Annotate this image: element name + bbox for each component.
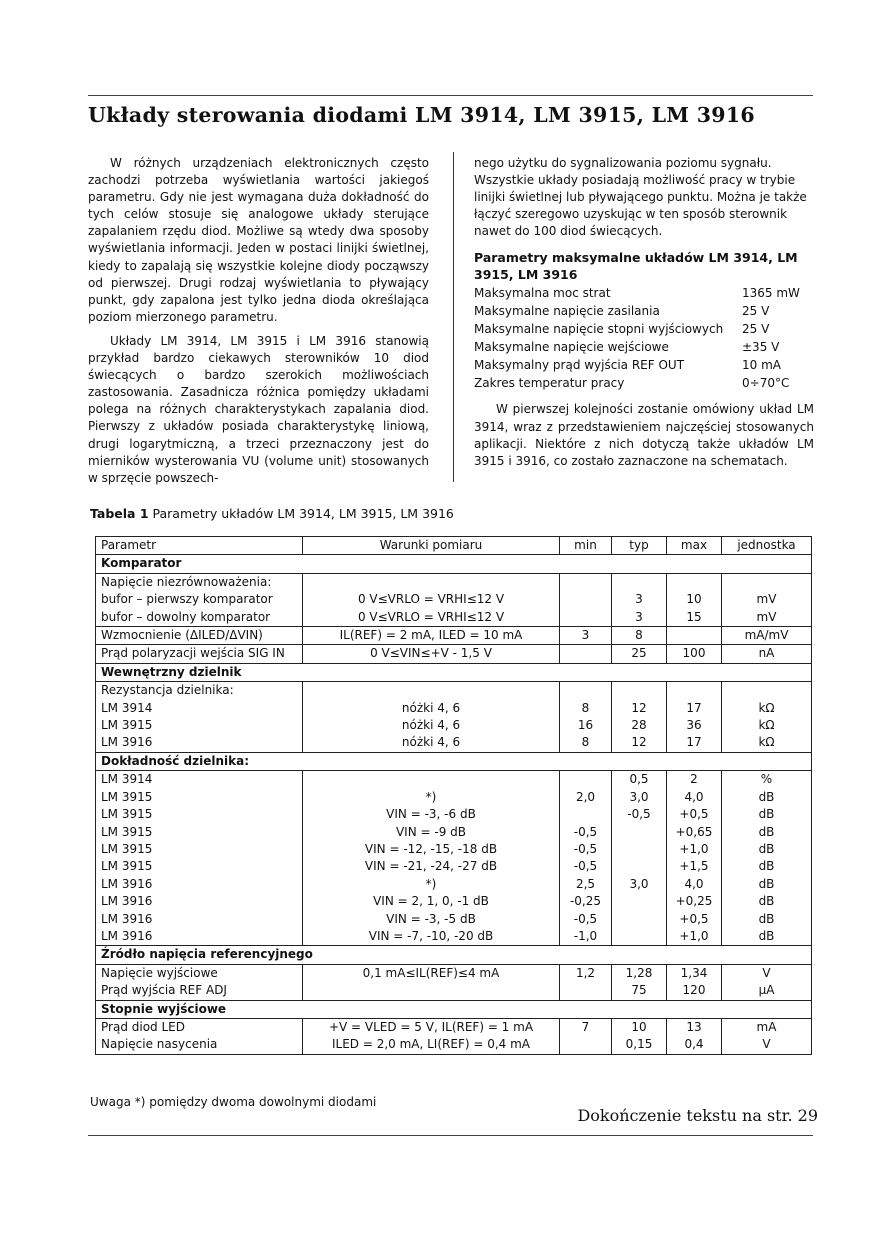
cell-cond: *): [303, 876, 560, 893]
table-row: [96, 928, 812, 946]
cell-typ: [612, 841, 667, 858]
cell-cond: +V = VLED = 5 V, IL(REF) = 1 mA: [303, 1018, 560, 1036]
max-params-list: [474, 284, 814, 392]
table-caption-number: Tabela 1: [90, 506, 149, 521]
cell-min: 7: [560, 1018, 612, 1036]
header-min: min: [560, 537, 612, 555]
section-row: [96, 1000, 812, 1018]
cell-unit: dB: [722, 806, 812, 823]
cell-param: bufor – dowolny komparator: [96, 609, 303, 627]
right-column: [474, 155, 814, 470]
max-param-label: Maksymalne napięcie zasilania: [474, 304, 660, 319]
cell-min: -0,5: [560, 911, 612, 928]
table-row: [96, 717, 812, 734]
section-title: Dokładność dzielnika:: [96, 752, 812, 770]
table-row: [96, 806, 812, 823]
cell-cond: *): [303, 789, 560, 806]
cell-min: -0,5: [560, 824, 612, 841]
cell-cond: 0 V≤VRLO = VRHI≤12 V: [303, 591, 560, 608]
cell-typ: 0,15: [612, 1036, 667, 1054]
cell-min: -0,5: [560, 858, 612, 875]
section-title: Stopnie wyjściowe: [96, 1000, 812, 1018]
table-row: [96, 964, 812, 982]
section-row: [96, 555, 812, 573]
cell-cond: VIN = 2, 1, 0, -1 dB: [303, 893, 560, 910]
cell-cond: IL(REF) = 2 mA, ILED = 10 mA: [303, 627, 560, 645]
cell-max: [667, 627, 722, 645]
cell-typ: [612, 682, 667, 700]
cell-unit: dB: [722, 876, 812, 893]
cell-max: 4,0: [667, 876, 722, 893]
cell-param: LM 3914: [96, 700, 303, 717]
cell-min: 2,5: [560, 876, 612, 893]
cell-min: [560, 645, 612, 663]
header-max: max: [667, 537, 722, 555]
cell-typ: -0,5: [612, 806, 667, 823]
cell-min: 1,2: [560, 964, 612, 982]
table-row: [96, 911, 812, 928]
max-param-row: [474, 356, 814, 374]
cell-unit: [722, 573, 812, 591]
cell-min: -1,0: [560, 928, 612, 946]
cell-unit: mA: [722, 1018, 812, 1036]
cell-typ: 8: [612, 627, 667, 645]
cell-max: 1,34: [667, 964, 722, 982]
cell-unit: dB: [722, 824, 812, 841]
table-row: [96, 682, 812, 700]
section-title: Wewnętrzny dzielnik: [96, 663, 812, 681]
table-row: [96, 841, 812, 858]
cell-min: [560, 682, 612, 700]
table-row: [96, 876, 812, 893]
max-param-row: [474, 284, 814, 302]
max-param-label: Maksymalna moc strat: [474, 286, 611, 301]
table-row: [96, 734, 812, 752]
cell-typ: 3: [612, 591, 667, 608]
header-typ: typ: [612, 537, 667, 555]
cell-cond: 0,1 mA≤IL(REF)≤4 mA: [303, 964, 560, 982]
max-params-heading: Parametry maksymalne układów LM 3914, LM 3915, LM 3916: [474, 250, 798, 283]
cell-cond: 0 V≤VIN≤+V - 1,5 V: [303, 645, 560, 663]
max-param-value: 25 V: [742, 322, 770, 337]
cell-param: LM 3915: [96, 717, 303, 734]
cell-cond: [303, 682, 560, 700]
cell-max: 17: [667, 700, 722, 717]
table-caption-text: Parametry układów LM 3914, LM 3915, LM 3916: [148, 506, 454, 521]
cell-unit: dB: [722, 893, 812, 910]
intro-paragraph-2-start: Układy LM 3914, LM 3915 i LM 3916 stanowią przykład bardzo ciekawych sterowników 10 diod świecących o bardzo szerokich możliwościach zastosowania. Zasadnicza różnica pomiędzy układami polega na różnych charakterystykach zapalania diod. Pierwszy z układów posiada charakterystykę liniową, drugi logarytmiczną, a trzeci przeznaczony jest do mierników wysterowania VU (volume unit) stosowanych w sprzęcie powszech-: [88, 333, 429, 485]
cell-param: Napięcie nasycenia: [96, 1036, 303, 1054]
cell-max: [667, 682, 722, 700]
max-param-label: Maksymalne napięcie stopni wyjściowych: [474, 322, 724, 337]
cell-unit: mV: [722, 609, 812, 627]
cell-min: [560, 806, 612, 823]
cell-param: Prąd wyjścia REF ADJ: [96, 982, 303, 1000]
cell-min: [560, 1036, 612, 1054]
cell-typ: [612, 824, 667, 841]
cell-max: +1,0: [667, 928, 722, 946]
cell-max: 100: [667, 645, 722, 663]
cell-typ: [612, 858, 667, 875]
cell-cond: VIN = -3, -6 dB: [303, 806, 560, 823]
cell-typ: 1,28: [612, 964, 667, 982]
header-unit: jednostka: [722, 537, 812, 555]
cell-min: [560, 573, 612, 591]
table-header-row: [96, 537, 812, 555]
intro-paragraph-2-end: nego użytku do sygnalizowania poziomu sygnału. Wszystkie układy posiadają możliwość pracy w trybie linijki świetlnej lub pływającego punktu. Można je także łączyć szeregowo uzyskując w ten sposób sterownik nawet do 100 diod świecących.: [474, 156, 807, 239]
table-row: [96, 645, 812, 663]
continued-note: Dokończenie tekstu na str. 29: [577, 1106, 818, 1125]
cell-min: 8: [560, 700, 612, 717]
cell-cond: VIN = -7, -10, -20 dB: [303, 928, 560, 946]
cell-cond: VIN = -21, -24, -27 dB: [303, 858, 560, 875]
max-param-row: [474, 374, 814, 392]
cell-param: Wzmocnienie (ΔILED/ΔVIN): [96, 627, 303, 645]
cell-param: Prąd polaryzacji wejścia SIG IN: [96, 645, 303, 663]
cell-unit: V: [722, 964, 812, 982]
cell-param: LM 3916: [96, 911, 303, 928]
cell-cond: VIN = -12, -15, -18 dB: [303, 841, 560, 858]
cell-param: Napięcie niezrównoważenia:: [96, 573, 303, 591]
cell-param: LM 3915: [96, 858, 303, 875]
intro-paragraph-1: W różnych urządzeniach elektronicznych często zachodzi potrzeba wyświetlania wartości jakiegoś parametru. Gdy nie jest wymagana duża dokładność do tych celów stosuje się analogowe układy sterujące zapalaniem rzędu diod. Możliwe są wtedy dwa sposoby wyświetlania informacji. Jeden w postaci linijki świetlnej, kiedy to zapalają się wszystkie kolejne diody począwszy od pierwszej. Drugi rodzaj wyświetlania to pływający punkt, gdy zapalona jest tylko jedna dioda określająca poziom mierzonego parametru.: [88, 156, 429, 324]
cell-typ: 3,0: [612, 789, 667, 806]
section-row: [96, 752, 812, 770]
section-row: [96, 663, 812, 681]
cell-unit: dB: [722, 911, 812, 928]
cell-max: 15: [667, 609, 722, 627]
cell-max: 0,4: [667, 1036, 722, 1054]
cell-param: Napięcie wyjściowe: [96, 964, 303, 982]
cell-min: -0,5: [560, 841, 612, 858]
cell-max: 2: [667, 771, 722, 789]
cell-min: [560, 982, 612, 1000]
cell-unit: dB: [722, 789, 812, 806]
cell-max: 36: [667, 717, 722, 734]
cell-param: LM 3916: [96, 734, 303, 752]
cell-unit: dB: [722, 841, 812, 858]
cell-typ: [612, 893, 667, 910]
cell-cond: [303, 771, 560, 789]
parameters-table-body: [96, 555, 812, 1054]
cell-min: 16: [560, 717, 612, 734]
cell-max: 10: [667, 591, 722, 608]
cell-min: 2,0: [560, 789, 612, 806]
table-row: [96, 1036, 812, 1054]
cell-unit: mA/mV: [722, 627, 812, 645]
column-divider: [453, 152, 454, 482]
cell-typ: 3,0: [612, 876, 667, 893]
section-row: [96, 946, 812, 964]
table-row: [96, 789, 812, 806]
table-row: [96, 982, 812, 1000]
table-row: [96, 591, 812, 608]
cell-param: LM 3916: [96, 928, 303, 946]
cell-unit: nA: [722, 645, 812, 663]
footnote: Uwaga *) pomiędzy dwoma dowolnymi diodami: [90, 1095, 377, 1109]
cell-typ: 12: [612, 734, 667, 752]
cell-unit: dB: [722, 928, 812, 946]
closing-paragraph: W pierwszej kolejności zostanie omówiony układ LM 3914, wraz z przedstawieniem najczęściej stosowanych aplikacji. Niektóre z nich dotyczą także układów LM 3915 i 3916, co zostało zaznaczone na schematach.: [474, 402, 814, 468]
cell-max: +1,5: [667, 858, 722, 875]
cell-param: Rezystancja dzielnika:: [96, 682, 303, 700]
max-param-value: 10 mA: [742, 358, 781, 373]
table-row: [96, 771, 812, 789]
cell-max: 120: [667, 982, 722, 1000]
cell-unit: %: [722, 771, 812, 789]
cell-typ: 28: [612, 717, 667, 734]
cell-param: LM 3915: [96, 841, 303, 858]
max-param-value: 25 V: [742, 304, 770, 319]
max-param-value: 0÷70°C: [742, 376, 790, 391]
table-row: [96, 627, 812, 645]
cell-unit: kΩ: [722, 700, 812, 717]
cell-max: 13: [667, 1018, 722, 1036]
cell-cond: VIN = -9 dB: [303, 824, 560, 841]
cell-typ: [612, 911, 667, 928]
table-row: [96, 824, 812, 841]
header-param: Parametr: [96, 537, 303, 555]
cell-cond: [303, 573, 560, 591]
cell-max: +0,65: [667, 824, 722, 841]
article-title: Układy sterowania diodami LM 3914, LM 3915, LM 3916: [88, 103, 755, 127]
left-column: [88, 155, 429, 487]
cell-param: bufor – pierwszy komparator: [96, 591, 303, 608]
cell-param: Prąd diod LED: [96, 1018, 303, 1036]
table-row: [96, 858, 812, 875]
cell-typ: [612, 573, 667, 591]
cell-typ: 0,5: [612, 771, 667, 789]
cell-min: [560, 591, 612, 608]
cell-typ: 10: [612, 1018, 667, 1036]
cell-unit: [722, 682, 812, 700]
cell-cond: VIN = -3, -5 dB: [303, 911, 560, 928]
cell-param: LM 3915: [96, 824, 303, 841]
cell-unit: kΩ: [722, 717, 812, 734]
cell-cond: nóżki 4, 6: [303, 700, 560, 717]
cell-unit: μA: [722, 982, 812, 1000]
cell-cond: nóżki 4, 6: [303, 734, 560, 752]
cell-unit: mV: [722, 591, 812, 608]
cell-max: 17: [667, 734, 722, 752]
cell-param: LM 3916: [96, 893, 303, 910]
cell-cond: nóżki 4, 6: [303, 717, 560, 734]
cell-cond: 0 V≤VRLO = VRHI≤12 V: [303, 609, 560, 627]
parameters-table: [95, 536, 812, 1055]
cell-max: +0,5: [667, 911, 722, 928]
cell-max: [667, 573, 722, 591]
max-param-label: Maksymalne napięcie wejściowe: [474, 340, 669, 355]
cell-max: +0,25: [667, 893, 722, 910]
table-row: [96, 573, 812, 591]
max-param-label: Maksymalny prąd wyjścia REF OUT: [474, 358, 685, 373]
section-title: Komparator: [96, 555, 812, 573]
cell-unit: kΩ: [722, 734, 812, 752]
cell-max: 4,0: [667, 789, 722, 806]
max-param-row: [474, 302, 814, 320]
cell-unit: V: [722, 1036, 812, 1054]
table-row: [96, 700, 812, 717]
max-param-label: Zakres temperatur pracy: [474, 376, 625, 391]
cell-min: 3: [560, 627, 612, 645]
cell-typ: 3: [612, 609, 667, 627]
header-conditions: Warunki pomiaru: [303, 537, 560, 555]
cell-typ: 12: [612, 700, 667, 717]
cell-min: [560, 609, 612, 627]
table-caption: [90, 506, 454, 521]
section-title: Źródło napięcia referencyjnego: [96, 946, 812, 964]
cell-param: LM 3916: [96, 876, 303, 893]
cell-param: LM 3915: [96, 789, 303, 806]
bottom-rule: [88, 1135, 813, 1136]
cell-min: -0,25: [560, 893, 612, 910]
max-param-row: [474, 338, 814, 356]
cell-max: +0,5: [667, 806, 722, 823]
cell-cond: ILED = 2,0 mA, LI(REF) = 0,4 mA: [303, 1036, 560, 1054]
cell-typ: 75: [612, 982, 667, 1000]
table-row: [96, 1018, 812, 1036]
cell-param: LM 3915: [96, 806, 303, 823]
table-row: [96, 893, 812, 910]
cell-min: [560, 771, 612, 789]
cell-typ: [612, 928, 667, 946]
table-row: [96, 609, 812, 627]
top-rule: [88, 95, 813, 96]
max-param-value: ±35 V: [742, 340, 780, 355]
cell-max: +1,0: [667, 841, 722, 858]
max-param-row: [474, 320, 814, 338]
cell-cond: [303, 982, 560, 1000]
cell-min: 8: [560, 734, 612, 752]
max-param-value: 1365 mW: [742, 286, 800, 301]
cell-unit: dB: [722, 858, 812, 875]
cell-typ: 25: [612, 645, 667, 663]
cell-param: LM 3914: [96, 771, 303, 789]
